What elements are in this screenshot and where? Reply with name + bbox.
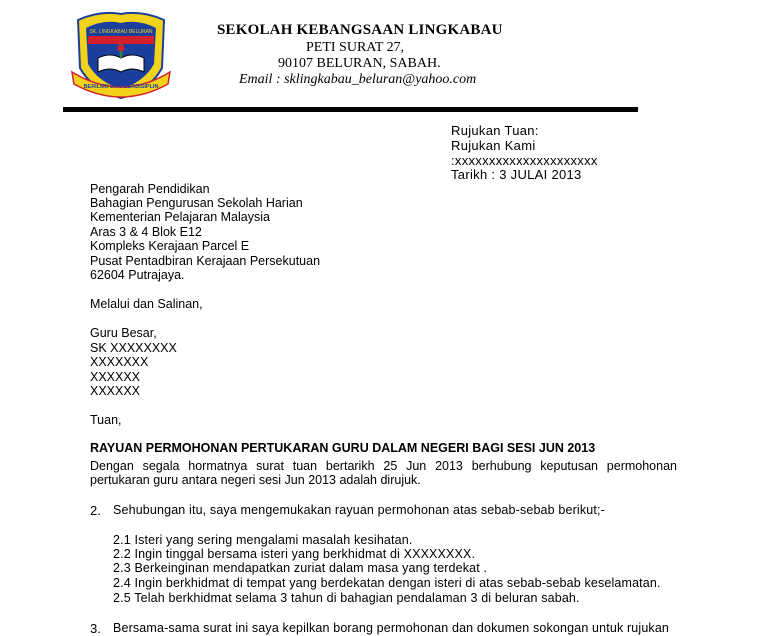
intro-paragraph: Dengan segala hormatnya surat tuan bertarikh 25 Jun 2013 berhubung keputusan permohonan pertukaran guru antara negeri sesi Jun 2013 adalah dirujuk.: [90, 459, 677, 487]
para-3-text: Bersama-sama surat ini saya kepilkan borang permohonan dan dokumen sokongan untuk rujukan: [113, 621, 670, 635]
headmaster-line: Guru Besar,: [90, 326, 157, 340]
logo-motto: BERILMU DAN BERDISIPLIN: [83, 84, 159, 90]
address-line-2: 90107 BELURAN, SABAH.: [278, 56, 441, 71]
para-2-number: 2.: [90, 503, 101, 518]
recipient-line: Aras 3 & 4 Blok E12: [90, 225, 202, 239]
logo-flame: [118, 45, 125, 52]
headmaster-line: XXXXXX: [90, 370, 141, 384]
reason-item: 2.3 Berkeinginan mendapatkan zuriat dalam masa yang terdekat .: [113, 561, 488, 575]
ref-kami: Rujukan Kami: [451, 138, 536, 153]
recipient-line: Bahagian Pengurusan Sekolah Harian: [90, 196, 303, 210]
salutation: Tuan,: [90, 413, 122, 427]
para-2-text: Sehubungan itu, saya mengemukakan rayuan permohonan atas sebab-sebab berikut;-: [113, 503, 605, 517]
ref-kami-value: :xxxxxxxxxxxxxxxxxxxxx: [451, 153, 598, 168]
headmaster-line: XXXXXXX: [90, 355, 149, 369]
reason-item: 2.5 Telah berkhidmat selama 3 tahun di bahagian pendalaman 3 di beluran sabah.: [113, 591, 580, 605]
recipient-line: Kompleks Kerajaan Parcel E: [90, 239, 250, 253]
via-line: Melalui dan Salinan,: [90, 297, 203, 311]
school-name: SEKOLAH KEBANGSAAN LINGKABAU: [217, 22, 503, 38]
letterhead-divider: [63, 107, 638, 112]
school-logo: [70, 6, 172, 102]
reason-item: 2.2 Ingin tinggal bersama isteri yang berkhidmat di XXXXXXXX.: [113, 547, 476, 561]
ref-tuan: Rujukan Tuan:: [451, 123, 539, 138]
headmaster-line: SK XXXXXXXX: [90, 341, 177, 355]
recipient-line: Pengarah Pendidikan: [90, 182, 210, 196]
para-3-number: 3.: [90, 621, 101, 636]
reason-item: 2.4 Ingin berkhidmat di tempat yang berdekatan dengan isteri di atas sebab-sebab keselamatan.: [113, 576, 661, 590]
letter-date: Tarikh : 3 JULAI 2013: [451, 167, 582, 182]
school-email: Email : sklingkabau_beluran@yahoo.com: [239, 72, 477, 87]
recipient-line: Kementerian Pelajaran Malaysia: [90, 210, 270, 224]
letter-subject: RAYUAN PERMOHONAN PERTUKARAN GURU DALAM NEGERI BAGI SESI JUN 2013: [90, 441, 596, 455]
logo-top-text: SK. LINGKABAU BELURAN: [89, 29, 153, 35]
reason-item: 2.1 Isteri yang sering mengalami masalah kesihatan.: [113, 533, 413, 547]
address-line-1: PETI SURAT 27,: [306, 40, 405, 55]
logo-red-band: [88, 36, 154, 44]
headmaster-line: XXXXXX: [90, 384, 141, 398]
recipient-line: 62604 Putrajaya.: [90, 268, 185, 282]
recipient-line: Pusat Pentadbiran Kerajaan Persekutuan: [90, 254, 321, 268]
